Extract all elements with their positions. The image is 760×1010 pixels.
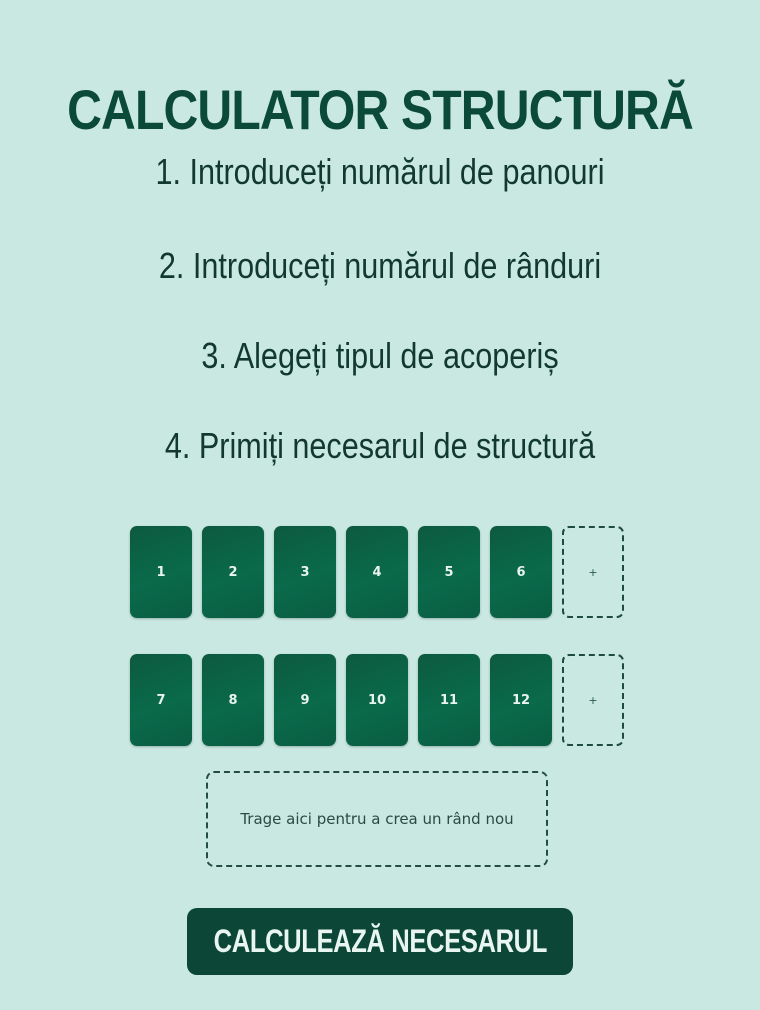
calculate-button-label: CALCULEAZĂ NECESARUL xyxy=(213,923,547,959)
solar-panel-tile[interactable]: 10 xyxy=(346,654,408,746)
step-2-text: 2. Introduceți numărul de rânduri xyxy=(158,245,602,286)
solar-panel-tile[interactable]: 11 xyxy=(418,654,480,746)
step-1-text: 1. Introduceți numărul de panouri xyxy=(155,151,605,192)
solar-panel-tile[interactable]: 2 xyxy=(202,526,264,618)
page-title: CALCULATOR STRUCTURĂ xyxy=(67,77,693,141)
step-4-text: 4. Primiți necesarul de structură xyxy=(164,425,596,466)
solar-panel-tile[interactable]: 12 xyxy=(490,654,552,746)
panel-row-2 xyxy=(130,654,624,746)
panel-row-1 xyxy=(130,526,624,618)
dropzone-label: Trage aici pentru a crea un rând nou xyxy=(240,810,514,828)
solar-panel-tile[interactable]: 3 xyxy=(274,526,336,618)
step-3-text: 3. Alegeți tipul de acoperiș xyxy=(201,335,559,376)
solar-panel-tile[interactable]: 5 xyxy=(418,526,480,618)
solar-panel-tile[interactable]: 9 xyxy=(274,654,336,746)
solar-panel-tile[interactable]: 6 xyxy=(490,526,552,618)
add-panel-button[interactable]: + xyxy=(562,526,624,618)
new-row-dropzone[interactable] xyxy=(206,771,548,867)
add-panel-button[interactable]: + xyxy=(562,654,624,746)
solar-panel-tile[interactable]: 4 xyxy=(346,526,408,618)
solar-panel-tile[interactable]: 7 xyxy=(130,654,192,746)
solar-panel-tile[interactable]: 8 xyxy=(202,654,264,746)
calculate-button[interactable] xyxy=(187,908,573,975)
solar-panel-tile[interactable]: 1 xyxy=(130,526,192,618)
